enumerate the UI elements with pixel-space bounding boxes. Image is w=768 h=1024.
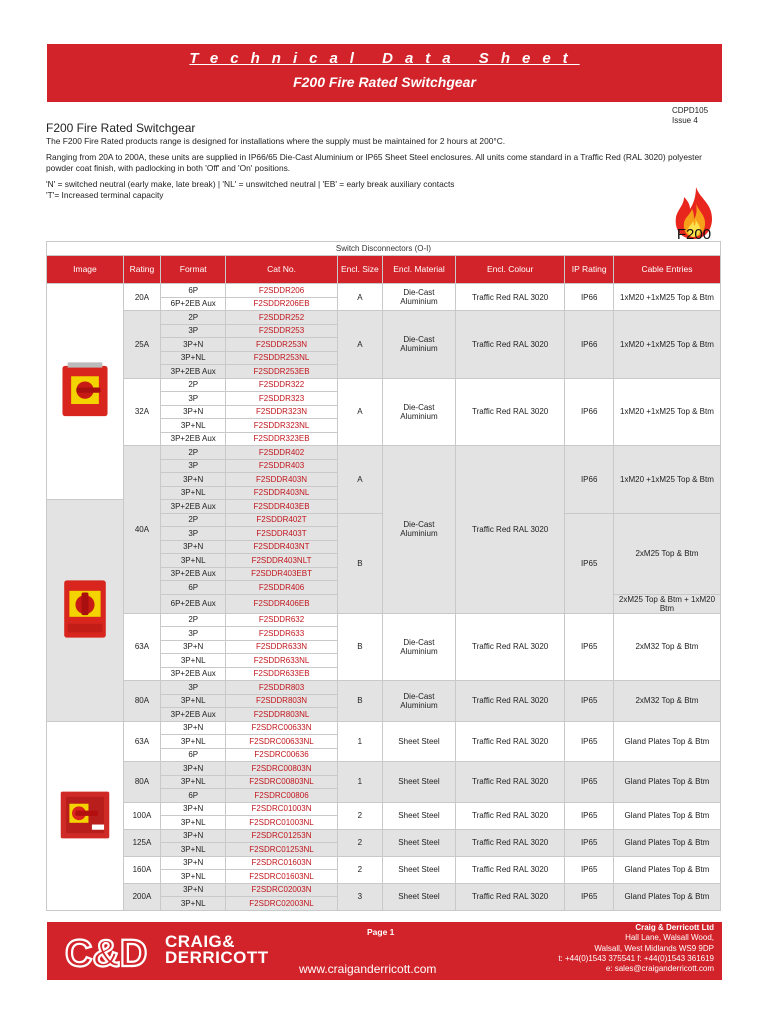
ip-rating-cell: IP66 — [565, 378, 613, 446]
format-cell: 6P+2EB Aux — [160, 297, 226, 311]
cat-no-cell: F2SDDR403NLT — [226, 554, 337, 568]
rating-cell: 100A — [123, 802, 160, 829]
encl-size-cell: 2 — [337, 829, 383, 856]
format-cell: 3P+N — [160, 338, 226, 352]
website-link[interactable]: www.craiganderricott.com — [299, 962, 437, 976]
ip-rating-cell: IP65 — [565, 802, 613, 829]
cable-entries-cell: 1xM20 +1xM25 Top & Btm — [613, 311, 720, 379]
rating-cell: 160A — [123, 856, 160, 883]
format-cell: 3P+NL — [160, 554, 226, 568]
format-cell: 3P+NL — [160, 816, 226, 830]
encl-material-cell: Sheet Steel — [383, 856, 456, 883]
encl-material-cell: Die-Cast Aluminium — [383, 681, 456, 722]
table-row — [47, 829, 721, 843]
page-number: Page 1 — [367, 927, 395, 937]
format-cell: 3P+2EB Aux — [160, 365, 226, 379]
format-cell: 3P+N — [160, 473, 226, 487]
format-cell: 3P+NL — [160, 897, 226, 911]
brand-line-2: DERRICOTT — [165, 948, 269, 967]
switch-disconnectors-table — [46, 241, 721, 911]
column-header: Encl. Size — [337, 256, 383, 284]
company-name: Craig & Derricott Ltd — [635, 923, 714, 932]
format-cell: 3P+N — [160, 802, 226, 816]
encl-colour-cell: Traffic Red RAL 3020 — [455, 856, 565, 883]
encl-size-cell: 2 — [337, 802, 383, 829]
encl-colour-cell: Traffic Red RAL 3020 — [455, 681, 565, 722]
cat-no-cell: F2SDDR323EB — [226, 432, 337, 446]
rating-cell: 25A — [123, 311, 160, 379]
encl-colour-cell: Traffic Red RAL 3020 — [455, 802, 565, 829]
encl-size-cell: B — [337, 513, 383, 613]
rating-cell: 200A — [123, 883, 160, 910]
ip-rating-cell: IP65 — [565, 762, 613, 803]
cat-no-cell: F2SDDR323NL — [226, 419, 337, 433]
ip-rating-cell: IP65 — [565, 856, 613, 883]
format-cell: 3P — [160, 681, 226, 695]
doc-issue: Issue 4 — [672, 116, 698, 125]
encl-material-cell: Sheet Steel — [383, 829, 456, 856]
intro-heading: F200 Fire Rated Switchgear — [46, 121, 196, 135]
ip-rating-cell: IP66 — [565, 311, 613, 379]
encl-size-cell: 1 — [337, 721, 383, 762]
table-caption: Switch Disconnectors (O-I) — [47, 242, 721, 256]
intro-para-2: Ranging from 20A to 200A, these units are supplied in IP66/65 Die-Cast Aluminium or IP65 Sheet Steel enclosures. All units come standard in a Traffic Red (RAL 3020) polyester powder coat finish, with padlocking in both 'Off' and 'On' positions. — [46, 152, 702, 173]
format-cell: 6P — [160, 748, 226, 762]
intro-note-1: 'N' = switched neutral (early make, late break) | 'NL' = unswitched neutral | 'EB' = early break auxiliary contacts — [46, 179, 455, 189]
cat-no-cell: F2SDDR633N — [226, 640, 337, 654]
cat-no-cell: F2SDDR402T — [226, 513, 337, 527]
image-cell — [47, 500, 124, 722]
encl-size-cell: 1 — [337, 762, 383, 803]
encl-colour-cell: Traffic Red RAL 3020 — [455, 378, 565, 446]
craig-derricott-logo — [65, 928, 155, 974]
format-cell: 3P+N — [160, 762, 226, 776]
format-cell: 3P+2EB Aux — [160, 432, 226, 446]
ip-rating-cell: IP65 — [565, 681, 613, 722]
encl-material-cell: Sheet Steel — [383, 802, 456, 829]
table-row — [47, 446, 721, 460]
cable-entries-cell: Gland Plates Top & Btm — [613, 762, 720, 803]
table-row — [47, 311, 721, 325]
cat-no-cell: F2SDDR322 — [226, 378, 337, 392]
column-header: Cable Entries — [613, 256, 720, 284]
cat-no-cell: F2SDDR803N — [226, 694, 337, 708]
cable-entries-cell: Gland Plates Top & Btm — [613, 802, 720, 829]
cat-no-cell: F2SDRC01253NL — [226, 843, 337, 857]
format-cell: 3P — [160, 392, 226, 406]
format-cell: 3P+N — [160, 640, 226, 654]
format-cell: 3P+NL — [160, 419, 226, 433]
cat-no-cell: F2SDDR402 — [226, 446, 337, 460]
company-address — [504, 923, 714, 974]
cat-no-cell: F2SDRC01003NL — [226, 816, 337, 830]
encl-colour-cell: Traffic Red RAL 3020 — [455, 446, 565, 614]
cable-entries-cell: 2xM32 Top & Btm — [613, 681, 720, 722]
cat-no-cell: F2SDDR253N — [226, 338, 337, 352]
ip-rating-cell: IP65 — [565, 513, 613, 613]
format-cell: 3P+NL — [160, 654, 226, 668]
cat-no-cell: F2SDRC00806 — [226, 789, 337, 803]
doc-subtitle: F200 Fire Rated Switchgear — [293, 74, 476, 90]
cat-no-cell: F2SDDR633 — [226, 627, 337, 641]
format-cell: 3P+NL — [160, 843, 226, 857]
ip-rating-cell: IP65 — [565, 883, 613, 910]
encl-size-cell: A — [337, 284, 383, 311]
cat-no-cell: F2SDDR323 — [226, 392, 337, 406]
cat-no-cell: F2SDDR323N — [226, 405, 337, 419]
format-cell: 2P — [160, 513, 226, 527]
format-cell: 3P+N — [160, 856, 226, 870]
enclosure-40a-image — [59, 360, 111, 422]
cable-entries-cell: Gland Plates Top & Btm — [613, 856, 720, 883]
brand-name — [165, 934, 269, 966]
table-row — [47, 762, 721, 776]
rating-cell: 63A — [123, 613, 160, 681]
column-header: Rating — [123, 256, 160, 284]
cable-entries-cell: 1xM20 +1xM25 Top & Btm — [613, 284, 720, 311]
format-cell: 3P+NL — [160, 775, 226, 789]
cat-no-cell: F2SDDR206EB — [226, 297, 337, 311]
cable-entries-cell: Gland Plates Top & Btm — [613, 883, 720, 910]
intro-note-2: 'T'= Increased terminal capacity — [46, 190, 164, 200]
format-cell: 3P+2EB Aux — [160, 667, 226, 681]
ip-rating-cell: IP65 — [565, 721, 613, 762]
f200-badge-text: F200 — [676, 226, 712, 243]
cat-no-cell: F2SDDR803NL — [226, 708, 337, 722]
cat-no-cell: F2SDDR253EB — [226, 365, 337, 379]
format-cell: 6P+2EB Aux — [160, 594, 226, 613]
cat-no-cell: F2SDRC00803NL — [226, 775, 337, 789]
format-cell: 6P — [160, 284, 226, 298]
intro-para-1: The F200 Fire Rated products range is designed for installations where the supply must be maintained for 2 hours at 200°C. — [46, 136, 506, 146]
encl-colour-cell: Traffic Red RAL 3020 — [455, 284, 565, 311]
format-cell: 3P — [160, 527, 226, 541]
format-cell: 3P+2EB Aux — [160, 708, 226, 722]
encl-size-cell: A — [337, 378, 383, 446]
cable-entries-cell: Gland Plates Top & Btm — [613, 829, 720, 856]
cat-no-cell: F2SDRC00633N — [226, 721, 337, 735]
cable-entries-cell: 1xM20 +1xM25 Top & Btm — [613, 446, 720, 514]
rating-cell: 80A — [123, 681, 160, 722]
format-cell: 3P+N — [160, 540, 226, 554]
table-row — [47, 284, 721, 298]
cat-no-cell: F2SDDR253NL — [226, 351, 337, 365]
encl-colour-cell: Traffic Red RAL 3020 — [455, 613, 565, 681]
encl-material-cell: Die-Cast Aluminium — [383, 378, 456, 446]
rating-cell: 125A — [123, 829, 160, 856]
header-banner — [47, 44, 722, 102]
doc-code: CDPD105 — [672, 106, 709, 115]
format-cell: 2P — [160, 446, 226, 460]
format-cell: 3P+N — [160, 405, 226, 419]
cat-no-cell: F2SDRC02003NL — [226, 897, 337, 911]
format-cell: 2P — [160, 311, 226, 325]
svg-text:C&D: C&D — [65, 933, 148, 974]
encl-material-cell: Die-Cast Aluminium — [383, 613, 456, 681]
cat-no-cell: F2SDDR403T — [226, 527, 337, 541]
ip-rating-cell: IP65 — [565, 613, 613, 681]
cat-no-cell: F2SDDR803 — [226, 681, 337, 695]
column-header: Encl. Material — [383, 256, 456, 284]
cat-no-cell: F2SDRC00636 — [226, 748, 337, 762]
format-cell: 3P+NL — [160, 486, 226, 500]
cat-no-cell: F2SDDR403 — [226, 459, 337, 473]
encl-material-cell: Sheet Steel — [383, 883, 456, 910]
encl-size-cell: A — [337, 311, 383, 379]
encl-material-cell: Sheet Steel — [383, 721, 456, 762]
encl-colour-cell: Traffic Red RAL 3020 — [455, 762, 565, 803]
table-row — [47, 856, 721, 870]
cat-no-cell: F2SDRC01003N — [226, 802, 337, 816]
column-header: IP Rating — [565, 256, 613, 284]
rating-cell: 20A — [123, 284, 160, 311]
encl-size-cell: 3 — [337, 883, 383, 910]
cat-no-cell: F2SDDR206 — [226, 284, 337, 298]
format-cell: 3P+2EB Aux — [160, 500, 226, 514]
cat-no-cell: F2SDDR633NL — [226, 654, 337, 668]
table-row — [47, 721, 721, 735]
cat-no-cell: F2SDDR633EB — [226, 667, 337, 681]
enclosure-63a-image — [59, 578, 111, 640]
column-header: Encl. Colour — [455, 256, 565, 284]
cat-no-cell: F2SDRC02003N — [226, 883, 337, 897]
email-link[interactable]: e: sales@craiganderricott.com — [605, 964, 714, 974]
format-cell: 3P+NL — [160, 735, 226, 749]
encl-colour-cell: Traffic Red RAL 3020 — [455, 829, 565, 856]
column-header: Image — [47, 256, 124, 284]
doc-title: Technical Data Sheet — [189, 50, 580, 67]
cable-entries-cell: 1xM20 +1xM25 Top & Btm — [613, 378, 720, 446]
cat-no-cell: F2SDDR403N — [226, 473, 337, 487]
table-row — [47, 802, 721, 816]
format-cell: 6P — [160, 789, 226, 803]
encl-size-cell: A — [337, 446, 383, 514]
table-row — [47, 883, 721, 897]
image-cell — [47, 721, 124, 910]
rating-cell: 63A — [123, 721, 160, 762]
ip-rating-cell: IP66 — [565, 446, 613, 514]
format-cell: 6P — [160, 581, 226, 595]
cat-no-cell: F2SDRC01253N — [226, 829, 337, 843]
format-cell: 2P — [160, 378, 226, 392]
table-row — [47, 378, 721, 392]
column-header: Format — [160, 256, 226, 284]
encl-colour-cell: Traffic Red RAL 3020 — [455, 311, 565, 379]
format-cell: 3P — [160, 627, 226, 641]
cat-no-cell: F2SDDR406EB — [226, 594, 337, 613]
format-cell: 3P+N — [160, 883, 226, 897]
sheet-steel-enclosure-image — [59, 784, 111, 846]
table-header-row — [47, 256, 721, 284]
format-cell: 3P+N — [160, 829, 226, 843]
cable-entries-cell: Gland Plates Top & Btm — [613, 721, 720, 762]
encl-material-cell: Die-Cast Aluminium — [383, 284, 456, 311]
cat-no-cell: F2SDDR403NL — [226, 486, 337, 500]
phone-fax: t: +44(0)1543 375541 f: +44(0)1543 361619 — [558, 953, 714, 963]
image-cell — [47, 284, 124, 500]
format-cell: 3P+NL — [160, 870, 226, 884]
encl-material-cell: Die-Cast Aluminium — [383, 446, 456, 614]
encl-colour-cell: Traffic Red RAL 3020 — [455, 883, 565, 910]
address-line-2: Walsall, West Midlands WS9 9DP — [594, 943, 714, 953]
ip-rating-cell: IP66 — [565, 284, 613, 311]
format-cell: 3P — [160, 324, 226, 338]
encl-material-cell: Die-Cast Aluminium — [383, 311, 456, 379]
cable-entries-cell: 2xM32 Top & Btm — [613, 613, 720, 681]
format-cell: 3P — [160, 459, 226, 473]
format-cell: 3P+NL — [160, 351, 226, 365]
table-row — [47, 681, 721, 695]
cat-no-cell: F2SDDR403NT — [226, 540, 337, 554]
cat-no-cell: F2SDRC01603NL — [226, 870, 337, 884]
format-cell: 3P+2EB Aux — [160, 567, 226, 581]
cable-entries-cell: 2xM25 Top & Btm + 1xM20 Btm — [613, 594, 720, 613]
f200-flame-icon — [666, 185, 722, 245]
rating-cell: 32A — [123, 378, 160, 446]
encl-colour-cell: Traffic Red RAL 3020 — [455, 721, 565, 762]
encl-size-cell: B — [337, 681, 383, 722]
cat-no-cell: F2SDDR253 — [226, 324, 337, 338]
footer-banner — [47, 922, 722, 980]
encl-material-cell: Sheet Steel — [383, 762, 456, 803]
encl-size-cell: 2 — [337, 856, 383, 883]
cat-no-cell: F2SDDR406 — [226, 581, 337, 595]
rating-cell: 40A — [123, 446, 160, 614]
brand-line-1: CRAIG& — [165, 932, 236, 951]
rating-cell: 80A — [123, 762, 160, 803]
format-cell: 2P — [160, 613, 226, 627]
intro-section — [46, 123, 726, 201]
cat-no-cell: F2SDDR252 — [226, 311, 337, 325]
ip-rating-cell: IP65 — [565, 829, 613, 856]
encl-size-cell: B — [337, 613, 383, 681]
cat-no-cell: F2SDRC00803N — [226, 762, 337, 776]
cat-no-cell: F2SDDR632 — [226, 613, 337, 627]
format-cell: 3P+N — [160, 721, 226, 735]
cat-no-cell: F2SDRC00633NL — [226, 735, 337, 749]
table-row — [47, 613, 721, 627]
cat-no-cell: F2SDDR403EB — [226, 500, 337, 514]
cable-entries-cell: 2xM25 Top & Btm — [613, 513, 720, 594]
cat-no-cell: F2SDRC01603N — [226, 856, 337, 870]
column-header: Cat No. — [226, 256, 337, 284]
cat-no-cell: F2SDDR403EBT — [226, 567, 337, 581]
address-line-1: Hall Lane, Walsall Wood, — [625, 933, 714, 943]
format-cell: 3P+NL — [160, 694, 226, 708]
